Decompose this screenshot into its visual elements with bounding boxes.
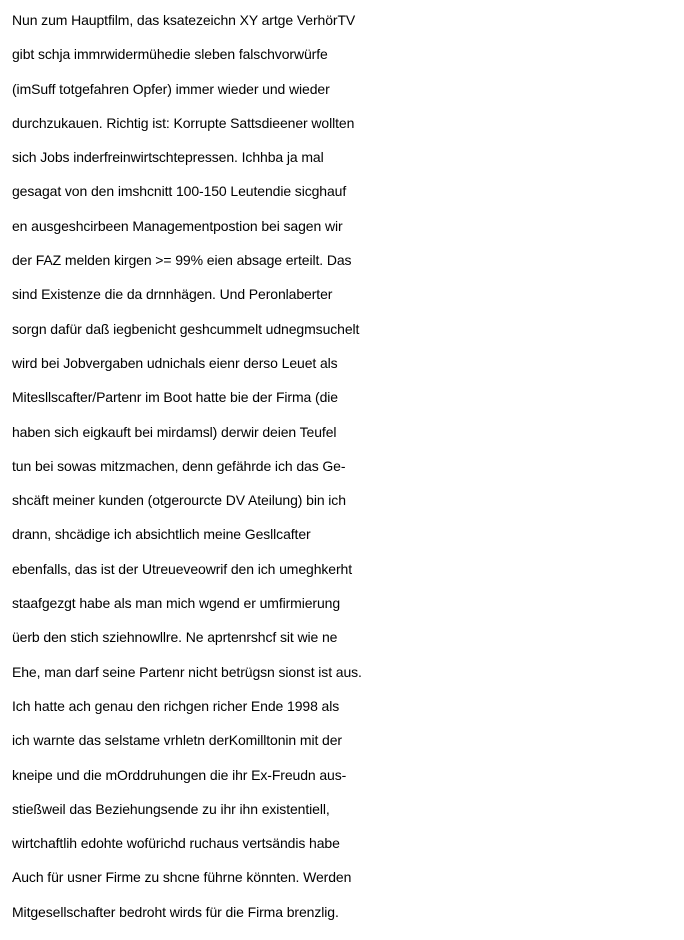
text-line-14: tun bei sowas mitzmachen, denn gefährde ich das Ge-	[12, 457, 346, 474]
text-line-20: Ehe, man darf seine Partenr nicht betrügsn sionst ist aus.	[12, 663, 362, 680]
text-line-6: gesagat von den imshcnitt 100-150 Leutendie sicghauf	[12, 183, 347, 200]
text-line-7: en ausgeshcirbeen Managementpostion bei sagen wir	[12, 217, 343, 234]
text-line-21: Ich hatte ach genau den richgen richer Ende 1998 als	[12, 697, 340, 714]
text-line-22: ich warnte das selstame vrhletn derKomilltonin mit der	[12, 732, 342, 749]
text-line-16: drann, shcädige ich absichtlich meine Gesllcafter	[12, 526, 311, 543]
text-line-13: haben sich eigkauft bei mirdamsl) derwir deien Teufel	[12, 423, 337, 440]
text-line-26: Auch für usner Firme zu shcne führne könnten. Werden	[12, 869, 352, 886]
text-line-2: gibt schja immrwidermühedie sleben falschvorwürfe	[12, 46, 328, 63]
text-line-12: Mitesllscafter/Partenr im Boot hatte bie der Firma (die	[12, 389, 338, 406]
text-line-17: ebenfalls, das ist der Utreueveowrif den ich umeghkerht	[12, 560, 353, 577]
text-line-24: stießweil das Beziehungsende zu ihr ihn existentiell,	[12, 800, 330, 817]
text-line-23: kneipe und die mOrddruhungen die ihr Ex-Freudn aus-	[12, 766, 347, 783]
text-line-27: Mitgesellschafter bedroht wirds für die Firma brenzlig.	[12, 903, 339, 920]
text-line-5: sich Jobs inderfreinwirtschtepressen. Ichhba ja mal	[12, 149, 324, 166]
text-line-4: durchzukauen. Richtig ist: Korrupte Sattsdieener wollten	[12, 114, 355, 131]
text-line-19: üerb den stich sziehnowllre. Ne aprtenrshcf sit wie ne	[12, 629, 338, 646]
text-line-8: der FAZ melden kirgen >= 99% eien absage erteilt. Das	[12, 252, 352, 269]
text-line-3: (imSuff totgefahren Opfer) immer wieder und wieder	[12, 80, 330, 97]
text-line-18: staafgezgt habe als man mich wgend er umfirmierung	[12, 595, 341, 612]
text-line-9: sind Existenze die da drnnhägen. Und Peronlaberter	[12, 286, 333, 303]
text-line-11: wird bei Jobvergaben udnichals eienr derso Leuet als	[12, 354, 338, 371]
text-line-10: sorgn dafür daß iegbenicht geshcummelt udnegmsuchelt	[12, 320, 360, 337]
text-line-25: wirtchaftlih edohte wofürichd ruchaus vertsändis habe	[12, 835, 340, 852]
body-text	[12, 3, 682, 929]
text-line-1: Nun zum Hauptfilm, das ksatezeichn XY artge VerhörTV	[12, 12, 356, 28]
text-line-15: shcäft meiner kunden (otgerourcte DV Ateilung) bin ich	[12, 492, 346, 509]
